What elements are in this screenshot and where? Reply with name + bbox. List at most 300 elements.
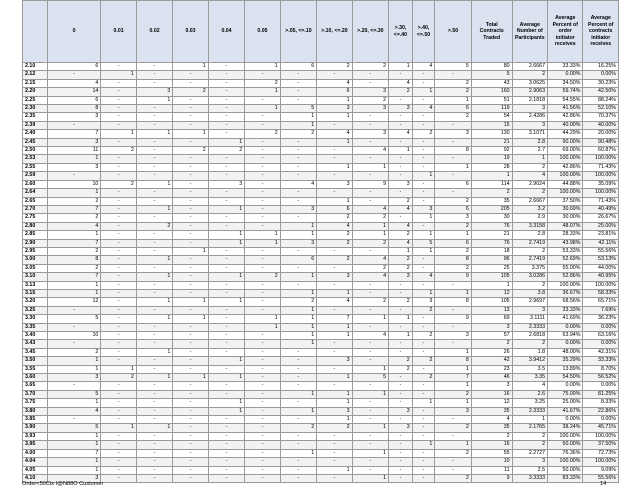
table-cell: - — [47, 382, 101, 390]
table-cell: - — [389, 374, 413, 382]
table-cell: 2 — [512, 441, 547, 449]
table-cell: - — [173, 357, 208, 365]
table-cell: - — [136, 155, 173, 163]
table-cell: - — [389, 189, 413, 197]
table-cell: - — [245, 416, 280, 424]
table-cell: 1 — [280, 390, 317, 398]
table-cell: - — [317, 189, 352, 197]
table-cell: 1 — [136, 96, 173, 104]
table-row — [23, 281, 619, 289]
table-cell: 1 — [280, 449, 317, 457]
table-cell: - — [412, 281, 435, 289]
table-cell: 4 — [47, 79, 101, 87]
table-cell: - — [173, 239, 208, 247]
table-cell: - — [208, 306, 245, 314]
table-cell: - — [352, 247, 389, 255]
table-cell: 90.48% — [583, 138, 619, 146]
table-cell: - — [245, 432, 280, 440]
table-cell: - — [352, 79, 389, 87]
table-cell: - — [173, 340, 208, 348]
table-row — [23, 340, 619, 348]
table-cell: - — [280, 416, 317, 424]
table-cell: - — [101, 239, 136, 247]
price-cell: 2.53 — [23, 155, 48, 163]
table-cell: - — [435, 466, 472, 474]
table-cell: 2.7 — [512, 147, 547, 155]
table-cell: 2 — [471, 340, 512, 348]
table-cell: 51 — [471, 96, 512, 104]
table-cell: - — [101, 348, 136, 356]
table-cell: 1 — [47, 357, 101, 365]
table-cell: 43.98% — [548, 239, 583, 247]
table-cell: - — [389, 214, 413, 222]
table-cell: - — [245, 281, 280, 289]
price-cell: 2.85 — [23, 231, 48, 239]
table-cell: 1 — [47, 399, 101, 407]
table-cell: 3 — [352, 130, 389, 138]
table-cell: - — [173, 399, 208, 407]
table-cell: - — [280, 88, 317, 96]
table-cell: 1 — [435, 348, 472, 356]
table-cell: - — [352, 441, 389, 449]
table-cell: 1 — [47, 466, 101, 474]
table-cell: 3 — [47, 474, 101, 482]
table-cell: - — [317, 340, 352, 348]
price-cell: 2.39 — [23, 121, 48, 129]
price-cell: 3.00 — [23, 256, 48, 264]
table-cell: 63.16% — [583, 332, 619, 340]
table-cell: - — [101, 96, 136, 104]
table-cell: - — [245, 390, 280, 398]
table-cell: - — [280, 374, 317, 382]
table-cell: 41.69% — [548, 315, 583, 323]
table-cell: - — [173, 474, 208, 482]
table-cell: - — [352, 155, 389, 163]
table-cell: 30.23% — [583, 79, 619, 87]
table-cell: 30.00% — [548, 214, 583, 222]
table-cell: - — [136, 416, 173, 424]
table-cell: 3 — [317, 273, 352, 281]
table-cell: 1 — [173, 247, 208, 255]
table-cell: - — [435, 172, 472, 180]
table-cell: 2 — [389, 357, 413, 365]
table-cell: - — [245, 449, 280, 457]
table-cell: 30.69% — [548, 205, 583, 213]
table-cell: 13.89% — [548, 365, 583, 373]
table-cell: 1 — [412, 231, 435, 239]
table-cell: 1 — [208, 374, 245, 382]
footer-label: Order<50Ctx I@N88O Customer — [22, 481, 104, 487]
price-cell: 3.50 — [23, 357, 48, 365]
column-header: 0 — [47, 1, 101, 63]
table-cell: 100.00% — [583, 155, 619, 163]
table-cell: - — [136, 163, 173, 171]
table-cell: - — [412, 256, 435, 264]
table-cell: 88.24% — [583, 96, 619, 104]
table-cell: 3.25 — [512, 399, 547, 407]
table-cell: 3 — [136, 88, 173, 96]
table-cell: 1 — [47, 432, 101, 440]
price-cell: 2.70 — [23, 205, 48, 213]
table-cell: - — [245, 155, 280, 163]
table-cell: 35 — [471, 407, 512, 415]
table-cell: 1 — [435, 441, 472, 449]
table-cell: 3 — [47, 113, 101, 121]
table-cell: - — [317, 281, 352, 289]
price-cell: 4.00 — [23, 449, 48, 457]
table-cell: 1 — [280, 332, 317, 340]
table-cell: - — [280, 441, 317, 449]
table-cell: - — [208, 189, 245, 197]
table-cell: - — [208, 96, 245, 104]
table-cell: 3 — [47, 374, 101, 382]
table-cell: 25 — [471, 264, 512, 272]
table-cell: - — [317, 172, 352, 180]
table-cell: - — [245, 466, 280, 474]
table-cell: 8 — [435, 298, 472, 306]
table-cell: - — [136, 189, 173, 197]
table-cell: 1 — [317, 197, 352, 205]
table-cell: 2 — [245, 130, 280, 138]
table-cell: - — [317, 474, 352, 482]
table-cell: - — [208, 79, 245, 87]
table-cell: 2.8 — [512, 231, 547, 239]
table-cell: - — [245, 382, 280, 390]
table-cell: 52.69% — [548, 256, 583, 264]
table-cell: - — [101, 155, 136, 163]
table-row — [23, 231, 619, 239]
table-cell: - — [208, 323, 245, 331]
table-cell: 63.94% — [548, 332, 583, 340]
table-row — [23, 63, 619, 71]
table-cell: 1 — [136, 348, 173, 356]
table-cell: 1 — [512, 155, 547, 163]
table-cell: 0.00% — [583, 340, 619, 348]
table-cell: 3 — [47, 163, 101, 171]
table-cell: 1 — [435, 163, 472, 171]
table-cell: 9 — [435, 315, 472, 323]
table-cell: 26 — [471, 348, 512, 356]
table-cell: - — [101, 113, 136, 121]
table-cell: - — [173, 105, 208, 113]
table-cell: - — [101, 441, 136, 449]
table-cell: - — [173, 96, 208, 104]
table-cell: - — [352, 458, 389, 466]
table-cell: 1 — [412, 88, 435, 96]
table-cell: - — [389, 155, 413, 163]
table-cell: 1 — [208, 239, 245, 247]
table-cell: 37.50% — [583, 441, 619, 449]
table-cell: - — [435, 458, 472, 466]
table-cell: - — [173, 365, 208, 373]
table-cell: 2.6 — [512, 390, 547, 398]
table-cell: 4 — [512, 382, 547, 390]
table-cell: 3.3158 — [512, 222, 547, 230]
table-cell: 8.33% — [583, 399, 619, 407]
table-cell: 2 — [352, 264, 389, 272]
table-cell: 1 — [173, 130, 208, 138]
table-cell: 44.88% — [548, 180, 583, 188]
table-cell: 2 — [512, 281, 547, 289]
table-cell: 2.9024 — [512, 180, 547, 188]
table-row — [23, 466, 619, 474]
table-cell: - — [389, 348, 413, 356]
table-cell: - — [101, 121, 136, 129]
table-cell: 3 — [435, 214, 472, 222]
table-cell: 21 — [471, 231, 512, 239]
table-cell: 2 — [352, 63, 389, 71]
table-cell: - — [412, 432, 435, 440]
table-cell: 6 — [435, 105, 472, 113]
table-cell: 83.33% — [548, 474, 583, 482]
table-cell: 2 — [352, 214, 389, 222]
table-cell: 1 — [245, 239, 280, 247]
table-cell: 76 — [471, 222, 512, 230]
table-row — [23, 96, 619, 104]
table-cell: - — [136, 239, 173, 247]
table-cell: 100.00% — [548, 458, 583, 466]
table-cell: 1 — [280, 231, 317, 239]
table-cell: - — [173, 214, 208, 222]
table-cell: - — [412, 71, 435, 79]
table-cell: - — [208, 105, 245, 113]
table-cell: - — [101, 79, 136, 87]
table-cell: - — [280, 172, 317, 180]
table-cell: 18 — [471, 247, 512, 255]
table-cell: - — [317, 458, 352, 466]
table-cell: 3 — [317, 407, 352, 415]
table-row — [23, 172, 619, 180]
table-cell: - — [101, 306, 136, 314]
table-cell: 10 — [47, 180, 101, 188]
table-cell: - — [412, 189, 435, 197]
table-cell: - — [435, 340, 472, 348]
table-cell: 7 — [47, 273, 101, 281]
table-cell: 2.4286 — [512, 113, 547, 121]
table-cell: 3 — [471, 323, 512, 331]
table-cell: - — [136, 121, 173, 129]
table-cell: 2.2727 — [512, 449, 547, 457]
table-cell: - — [136, 113, 173, 121]
table-cell: - — [101, 298, 136, 306]
table-cell: 2 — [245, 79, 280, 87]
table-cell: - — [173, 163, 208, 171]
table-row — [23, 138, 619, 146]
table-cell: - — [280, 432, 317, 440]
table-cell: - — [173, 71, 208, 79]
table-cell: 70.37% — [583, 113, 619, 121]
table-cell: - — [136, 71, 173, 79]
table-cell: 5 — [47, 424, 101, 432]
table-cell: 1 — [47, 155, 101, 163]
table-cell: - — [317, 441, 352, 449]
table-cell: 7 — [47, 205, 101, 213]
table-cell: 2 — [47, 214, 101, 222]
table-cell: 2 — [435, 474, 472, 482]
table-cell: 0.00% — [583, 323, 619, 331]
table-cell: - — [435, 71, 472, 79]
price-cell: 2.20 — [23, 88, 48, 96]
table-cell: 1 — [208, 205, 245, 213]
table-cell: - — [352, 197, 389, 205]
table-row — [23, 390, 619, 398]
table-cell: 2 — [512, 189, 547, 197]
table-row — [23, 113, 619, 121]
contracts-table — [22, 0, 619, 483]
table-cell: - — [280, 264, 317, 272]
table-cell: 1 — [317, 163, 352, 171]
table-cell: - — [412, 96, 435, 104]
table-cell: - — [101, 88, 136, 96]
table-cell: 35.29% — [548, 357, 583, 365]
table-cell: 119 — [471, 105, 512, 113]
table-cell: - — [208, 474, 245, 482]
table-cell: 55 — [471, 449, 512, 457]
table-cell: - — [412, 163, 435, 171]
table-cell: 1 — [245, 323, 280, 331]
table-row — [23, 474, 619, 482]
table-cell: - — [389, 113, 413, 121]
table-cell: - — [280, 189, 317, 197]
price-cell: 3.75 — [23, 399, 48, 407]
table-cell: - — [136, 458, 173, 466]
table-cell: 2.8 — [512, 138, 547, 146]
table-row — [23, 88, 619, 96]
table-cell: - — [101, 222, 136, 230]
column-header: 0.03 — [173, 1, 208, 63]
table-cell: 57 — [471, 332, 512, 340]
table-cell: - — [435, 121, 472, 129]
table-cell: - — [208, 197, 245, 205]
table-row — [23, 155, 619, 163]
table-cell: - — [412, 121, 435, 129]
table-cell: - — [101, 189, 136, 197]
table-cell: 50.00% — [548, 466, 583, 474]
table-cell: - — [245, 348, 280, 356]
table-cell: 2 — [435, 264, 472, 272]
table-cell: 4 — [352, 332, 389, 340]
table-cell: 1 — [389, 332, 413, 340]
table-cell: - — [352, 348, 389, 356]
table-cell: - — [317, 264, 352, 272]
price-cell: 2.50 — [23, 147, 48, 155]
table-row — [23, 416, 619, 424]
table-cell: - — [208, 281, 245, 289]
table-cell: 0.00% — [583, 382, 619, 390]
table-cell: - — [136, 147, 173, 155]
table-cell: - — [136, 365, 173, 373]
table-cell: - — [317, 382, 352, 390]
table-row — [23, 214, 619, 222]
column-header: >.50 — [435, 1, 472, 63]
table-cell: - — [173, 458, 208, 466]
table-cell: 65.71% — [583, 298, 619, 306]
table-cell: 4 — [389, 239, 413, 247]
table-cell: 2.7419 — [512, 239, 547, 247]
table-cell: 3.2 — [512, 205, 547, 213]
table-cell: 2 — [435, 247, 472, 255]
table-cell: 72.73% — [583, 449, 619, 457]
table-row — [23, 163, 619, 171]
table-cell: - — [412, 264, 435, 272]
table-cell: 1 — [317, 138, 352, 146]
table-cell: 55.56% — [583, 474, 619, 482]
table-cell: 1 — [317, 374, 352, 382]
table-cell: - — [280, 214, 317, 222]
table-cell: 5 — [47, 390, 101, 398]
table-cell: - — [208, 365, 245, 373]
table-cell: 9 — [471, 474, 512, 482]
table-cell: 1 — [317, 289, 352, 297]
table-cell: 8 — [47, 256, 101, 264]
table-cell: - — [280, 138, 317, 146]
table-cell: 2 — [389, 197, 413, 205]
table-cell: 1 — [136, 256, 173, 264]
table-cell: - — [412, 390, 435, 398]
table-cell: - — [389, 121, 413, 129]
table-cell: - — [101, 256, 136, 264]
table-cell: - — [208, 214, 245, 222]
table-cell: 3 — [471, 382, 512, 390]
table-cell: 23.81% — [583, 231, 619, 239]
table-cell: - — [245, 163, 280, 171]
table-cell: 55.00% — [548, 264, 583, 272]
table-cell: - — [245, 399, 280, 407]
table-cell: 2 — [317, 231, 352, 239]
table-cell: - — [173, 306, 208, 314]
table-cell: - — [389, 466, 413, 474]
table-cell: - — [173, 390, 208, 398]
table-cell: 92 — [471, 147, 512, 155]
column-header: Average Percent of order initiator receives — [548, 1, 583, 63]
table-cell: - — [412, 348, 435, 356]
table-cell: 100.00% — [548, 281, 583, 289]
table-cell: - — [352, 416, 389, 424]
table-cell: 7 — [47, 130, 101, 138]
price-cell: 2.65 — [23, 197, 48, 205]
table-cell: 2 — [173, 147, 208, 155]
table-cell: 1 — [352, 222, 389, 230]
table-cell: - — [101, 432, 136, 440]
table-cell: 71.43% — [583, 163, 619, 171]
table-row — [23, 264, 619, 272]
table-cell: 58.33% — [583, 289, 619, 297]
table-cell: - — [245, 180, 280, 188]
table-cell: - — [101, 163, 136, 171]
table-cell: - — [208, 466, 245, 474]
table-cell: - — [173, 197, 208, 205]
table-cell: 0.00% — [548, 71, 583, 79]
table-cell: 1.8 — [512, 348, 547, 356]
price-cell: 2.30 — [23, 105, 48, 113]
table-cell: 1 — [136, 180, 173, 188]
table-cell: - — [412, 458, 435, 466]
table-cell: 0.00% — [548, 382, 583, 390]
table-cell: 3.1071 — [512, 130, 547, 138]
table-row — [23, 247, 619, 255]
table-cell: 3 — [47, 138, 101, 146]
table-cell: 1 — [208, 298, 245, 306]
table-cell: - — [136, 172, 173, 180]
table-cell: - — [101, 289, 136, 297]
table-cell: 14 — [47, 88, 101, 96]
table-cell: 3 — [389, 407, 413, 415]
table-row — [23, 239, 619, 247]
table-cell: - — [317, 247, 352, 255]
column-header — [23, 1, 48, 63]
table-cell: - — [389, 441, 413, 449]
table-cell: - — [389, 399, 413, 407]
